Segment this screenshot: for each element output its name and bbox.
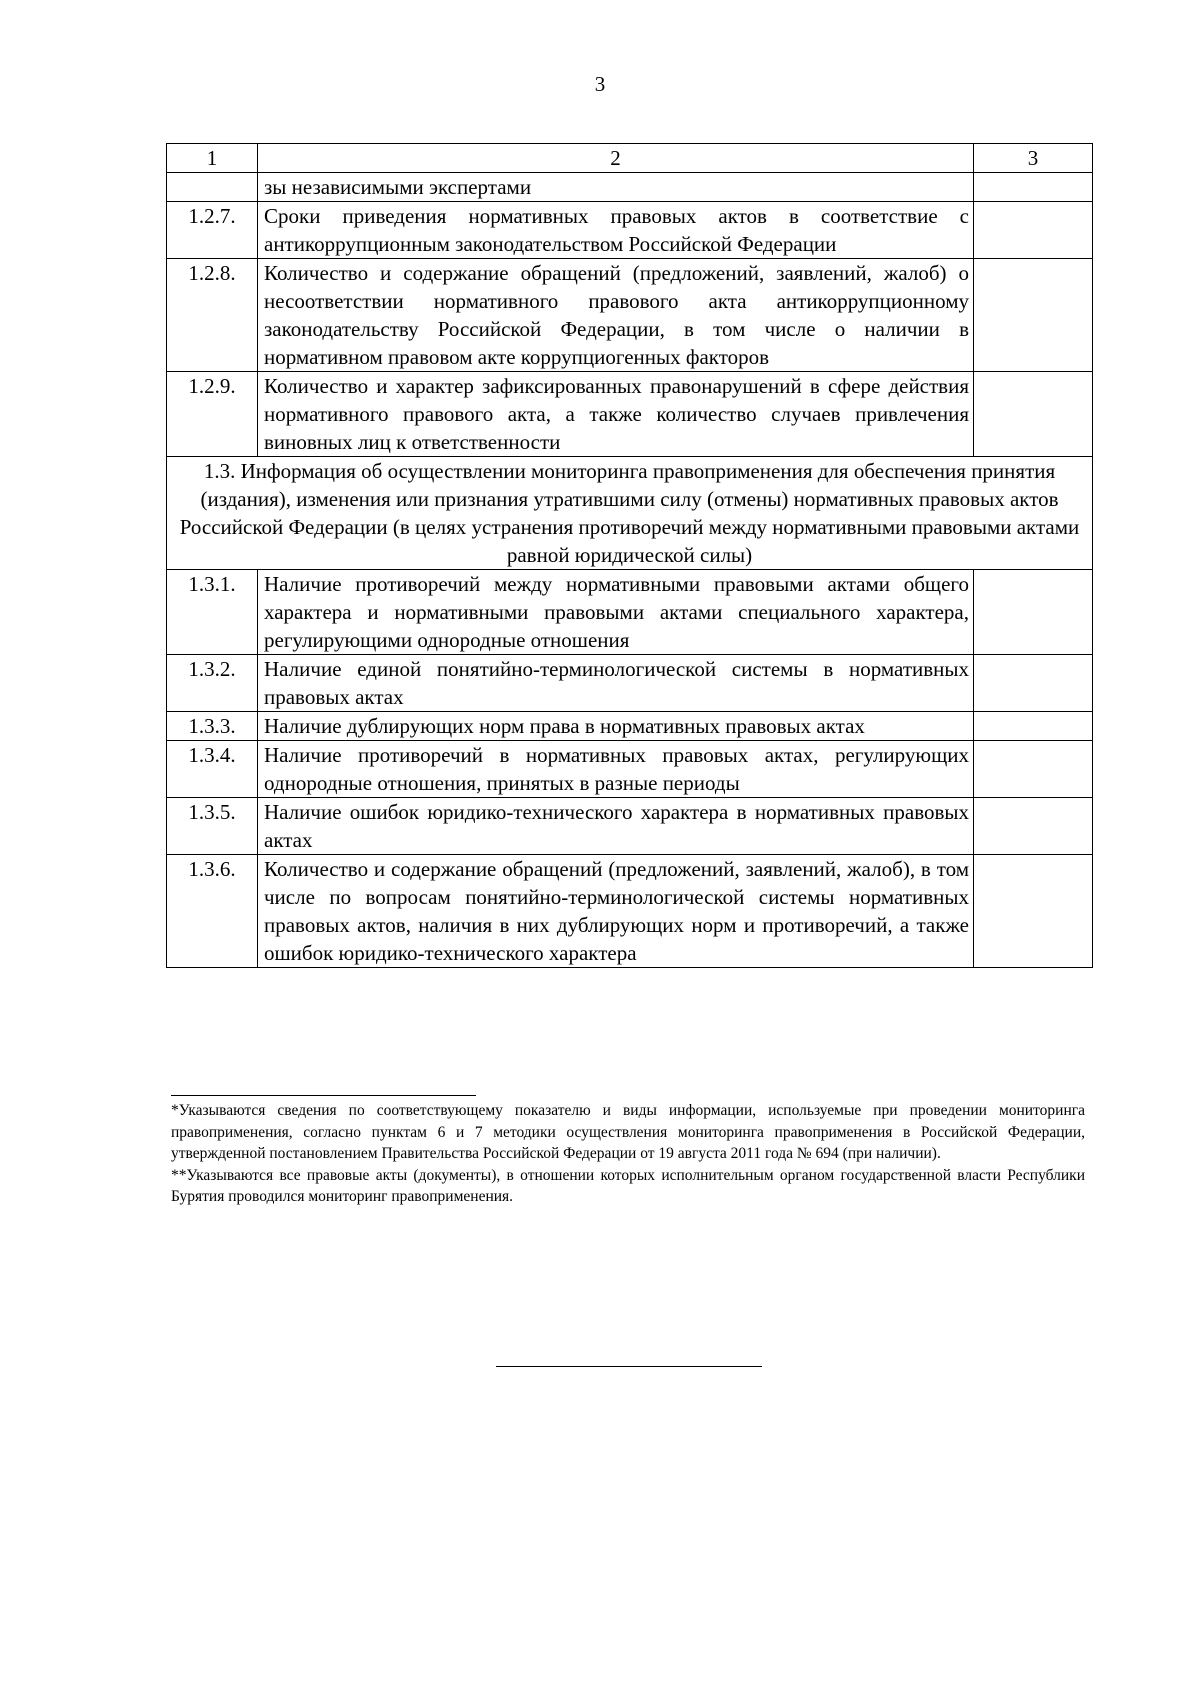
row-value [974, 259, 1093, 372]
row-value [974, 712, 1093, 741]
header-col-3: 3 [974, 144, 1093, 173]
section-row [167, 457, 1093, 570]
row-number: 1.3.5. [167, 798, 258, 855]
row-number [167, 173, 258, 202]
table-row [167, 855, 1093, 968]
row-number: 1.3.6. [167, 855, 258, 968]
row-value [974, 855, 1093, 968]
table-row [167, 259, 1093, 372]
row-text: Наличие единой понятийно-терминологической системы в нормативных правовых актах [258, 655, 974, 712]
footnote-separator [171, 1095, 476, 1096]
row-number: 1.3.2. [167, 655, 258, 712]
row-value [974, 655, 1093, 712]
table-row [167, 570, 1093, 655]
row-text: Сроки приведения нормативных правовых актов в соответствие с антикоррупционным законодательством Российской Федерации [258, 202, 974, 259]
table-row [167, 741, 1093, 798]
header-col-1: 1 [167, 144, 258, 173]
row-value [974, 372, 1093, 457]
row-value [974, 741, 1093, 798]
footnote-2: **Указываются все правовые акты (документы), в отношении которых исполнительным органом государственной власти Республики Бурятия проводился мониторинг правоприменения. [171, 1166, 1085, 1205]
table-header-row [167, 144, 1093, 173]
row-text: Наличие дублирующих норм права в нормативных правовых актах [258, 712, 974, 741]
row-text: Наличие противоречий в нормативных правовых актах, регулирующих однородные отношения, принятых в разные периоды [258, 741, 974, 798]
table-row [167, 655, 1093, 712]
table-row [167, 372, 1093, 457]
table-row [167, 798, 1093, 855]
row-text: зы независимыми экспертами [258, 173, 974, 202]
row-number: 1.3.4. [167, 741, 258, 798]
row-number: 1.3.3. [167, 712, 258, 741]
row-text: Количество и характер зафиксированных правонарушений в сфере действия нормативного правового акта, а также количество случаев привлечения виновных лиц к ответственности [258, 372, 974, 457]
row-value [974, 202, 1093, 259]
table-row [167, 202, 1093, 259]
row-text: Наличие противоречий между нормативными правовыми актами общего характера и нормативными правовыми актами специального характера, регулирующими однородные отношения [258, 570, 974, 655]
row-number: 1.2.7. [167, 202, 258, 259]
end-of-document-line [496, 1366, 762, 1367]
row-number: 1.2.8. [167, 259, 258, 372]
row-text: Наличие ошибок юридико-технического характера в нормативных правовых актах [258, 798, 974, 855]
header-col-2: 2 [258, 144, 974, 173]
row-value [974, 173, 1093, 202]
footnotes [171, 1100, 1085, 1208]
monitoring-table [166, 143, 1093, 968]
row-text: Количество и содержание обращений (предложений, заявлений, жалоб) о несоответствии нормативного правового акта антикоррупционному законодательству Российской Федерации, в том числе о наличии в нормативном правовом акте коррупциогенных факторов [258, 259, 974, 372]
row-number: 1.2.9. [167, 372, 258, 457]
row-value [974, 570, 1093, 655]
row-value [974, 798, 1093, 855]
section-heading: 1.3. Информация об осуществлении мониторинга правоприменения для обеспечения принятия (издания), изменения или признания утратившими силу (отмены) нормативных правовых актов Российской Федерации (в целях устранения противоречий между нормативными правовыми актами равной юридической силы) [167, 457, 1093, 570]
row-text: Количество и содержание обращений (предложений, заявлений, жалоб), в том числе по вопросам понятийно-терминологической системы нормативных правовых актов, наличия в них дублирующих норм и противоречий, а также ошибок юридико-технического характера [258, 855, 974, 968]
table-row [167, 173, 1093, 202]
page-number: 3 [594, 72, 606, 96]
row-number: 1.3.1. [167, 570, 258, 655]
table-row [167, 712, 1093, 741]
footnote-1: *Указываются сведения по соответствующему показателю и виды информации, используемые при проведении мониторинга правоприменения, согласно пунктам 6 и 7 методики осуществления мониторинга правоприменения в Российской Федерации, утвержденной постановлением Правительства Российской Федерации от 19 августа 2011 года № 694 (при наличии). [171, 1102, 1085, 1162]
